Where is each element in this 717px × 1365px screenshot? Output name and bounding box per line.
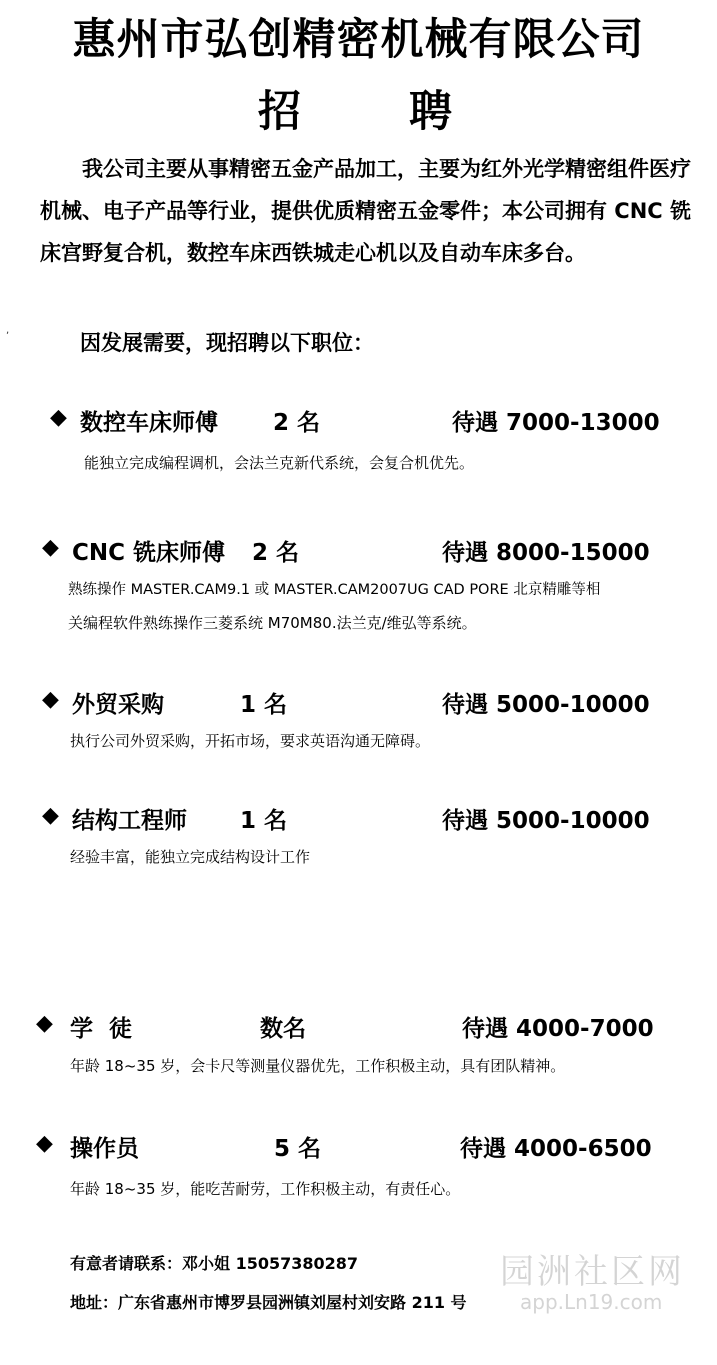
- watermark-name: 园洲社区网: [500, 1252, 685, 1292]
- job-bullet-3: ◆: [42, 687, 59, 712]
- job-pay-2: 待遇 8000-15000: [442, 540, 650, 566]
- company-intro: 我公司主要从事精密五金产品加工，主要为红外光学精密组件医疗机械、电子产品等行业，提供优质精密五金零件；本公司拥有 CNC 铣床宫野复合机，数控车床西铁城走心机以及自动车床多台。: [40, 157, 692, 265]
- hiring-char-1: 招: [258, 87, 301, 137]
- job-bullet-2: ◆: [42, 535, 59, 560]
- job-bullet-5: ◆: [36, 1011, 53, 1036]
- job-desc-1: 能独立完成编程调机，会法兰克新代系统，会复合机优先。: [84, 454, 475, 472]
- job-title-6: 操作员: [70, 1136, 139, 1162]
- hiring-heading: [258, 78, 452, 139]
- job-pay-4: 待遇 5000-10000: [442, 808, 650, 834]
- job-count-4: 1 名: [240, 808, 288, 834]
- job-pay-3: 待遇 5000-10000: [442, 692, 650, 718]
- job-count-5: 数名: [260, 1016, 306, 1042]
- job-desc-6: 年龄 18~35 岁，能吃苦耐劳，工作积极主动，有责任心。: [70, 1180, 461, 1198]
- job-pay-6: 待遇 4000-6500: [460, 1136, 652, 1162]
- job-pay-5: 待遇 4000-7000: [462, 1016, 654, 1042]
- job-desc-5: 年龄 18~35 岁，会卡尺等测量仪器优先，工作积极主动，具有团队精神。: [70, 1057, 566, 1075]
- job-title-5: 学 徒: [70, 1016, 133, 1042]
- job-count-1: 2 名: [273, 410, 321, 436]
- job-count-6: 5 名: [274, 1136, 322, 1162]
- job-bullet-4: ◆: [42, 803, 59, 828]
- job-title-3: 外贸采购: [72, 692, 164, 718]
- stray-mark: ,: [6, 325, 10, 336]
- job-title-1: 数控车床师傅: [80, 410, 218, 436]
- watermark-url: app.Ln19.com: [520, 1290, 663, 1314]
- hiring-char-2: 聘: [408, 87, 452, 137]
- job-desc-4: 经验丰富，能独立完成结构设计工作: [70, 848, 311, 866]
- job-bullet-1: ◆: [50, 405, 67, 430]
- job-bullet-6: ◆: [36, 1131, 53, 1156]
- hiring-lead: 因发展需要，现招聘以下职位：: [80, 331, 374, 355]
- job-title-2: CNC 铣床师傅: [72, 540, 226, 566]
- job-pay-1: 待遇 7000-13000: [452, 410, 660, 436]
- job-desc-2a: 熟练操作 MASTER.CAM9.1 或 MASTER.CAM2007UG CAD PORE 北京精雕等相: [68, 582, 601, 598]
- job-desc-2b: 关编程软件熟练操作三菱系统 M70M80.法兰克/维弘等系统。: [68, 614, 477, 632]
- contact-line: 有意者请联系：邓小姐 15057380287: [70, 1254, 359, 1273]
- job-count-2: 2 名: [252, 540, 300, 566]
- company-title: 惠州市弘创精密机械有限公司: [72, 15, 645, 65]
- job-desc-3: 执行公司外贸采购，开拓市场，要求英语沟通无障碍。: [70, 732, 431, 750]
- job-count-3: 1 名: [240, 692, 288, 718]
- address-line: 地址：广东省惠州市博罗县园洲镇刘屋村刘安路 211 号: [70, 1293, 467, 1312]
- job-title-4: 结构工程师: [72, 808, 187, 834]
